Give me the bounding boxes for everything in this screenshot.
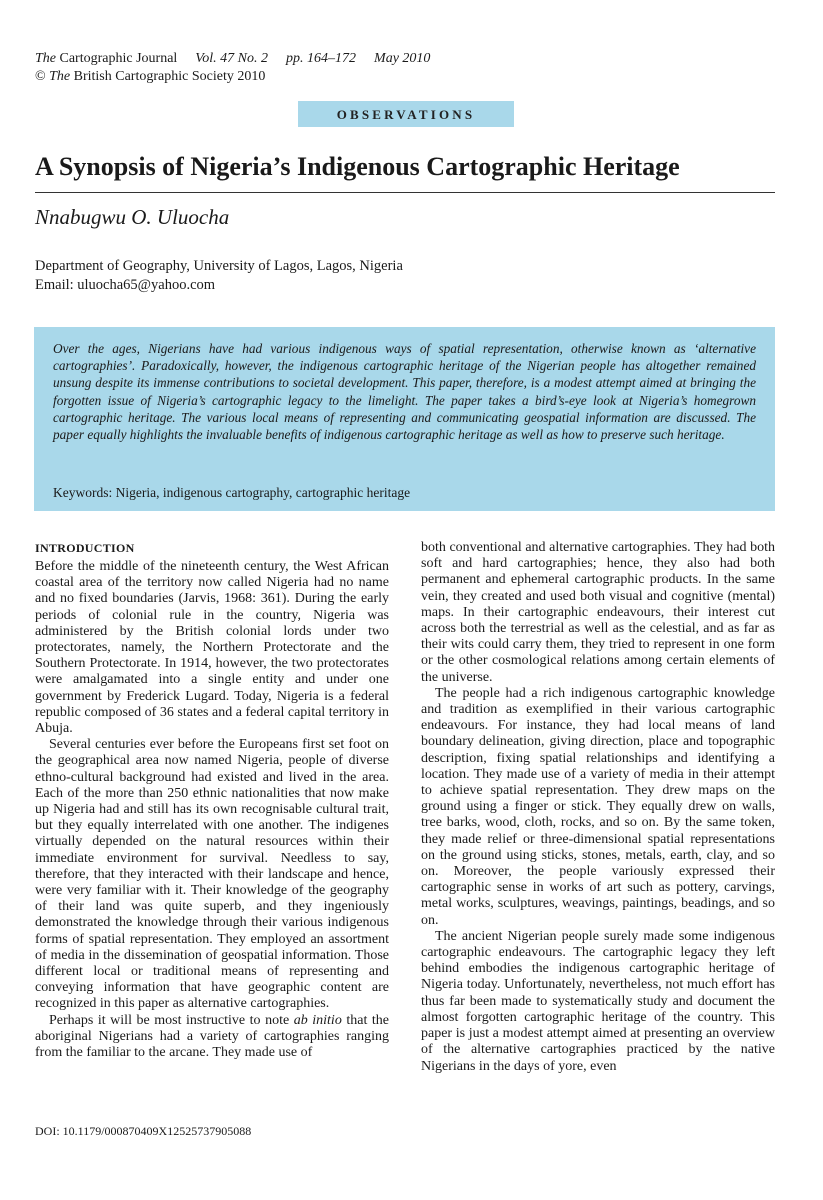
- paragraph-text: Perhaps it will be most instructive to note: [49, 1012, 294, 1028]
- journal-header: [35, 50, 430, 86]
- abstract-text: Over the ages, Nigerians have had various indigenous ways of spatial representation, otherwise known as ‘alternative cartographies’. Paradoxically, however, the indigenous cartographic heritage of the Nigerian people has altogether remained unsung despite its immense contributions to societal development. This paper, therefore, is a modest attempt aimed at bringing the forgotten issue of Nigeria’s cartographic legacy to the limelight. The paper takes a bird’s-eye look at Nigeria’s homegrown cartographic heritage. The various local means of representing and communicating geospatial information are discussed. The paper equally highlights the invaluable benefits of indigenous cartographic heritage as well as how to preserve such heritage.: [53, 341, 756, 443]
- department: Department of Geography, University of Lagos, Lagos, Nigeria: [35, 258, 403, 274]
- copyright-line: [35, 68, 430, 86]
- keywords: Keywords: Nigeria, indigenous cartography, cartographic heritage: [53, 485, 411, 500]
- paragraph: [35, 1013, 389, 1062]
- paragraph: The people had a rich indigenous cartographic knowledge and tradition as exemplified in their various cartographic endeavours. For instance, they had local means of land boundary delineation, giving direction, place and topographic description, fixing spatial relationships and identifying a location. They made use of a variety of media in their attempt to achieve spatial representation. They drew maps on the ground using a finger or stick. They equally drew on walls, tree barks, wood, cloth, rocks, and so on. By the same token, they made relief or three-dimensional spatial representations on the ground using sticks, stones, metals, earth, clay, and so on. Moreover, the people variously expressed their cartographic sense in works of art such as pottery, carvings, metal works, sculptures, weavings, paintings, beadings, and so on.: [421, 685, 775, 928]
- paragraph: Several centuries ever before the Europeans first set foot on the geographical area now named Nigeria, people of diverse ethno-cultural background had existed and lived in the area. Each of the more than 250 ethnic nationalities that now make up Nigeria had and still has its own recognisable cultural trait, but they equally interrelated with one another. The indigenes virtually depended on the natural resources within their immediate environment for survival. Needless to say, therefore, that they interacted with their landscape and hence, were very familiar with it. Their knowledge of the geography of their land was quite superb, and they ingeniously demonstrated the knowledge through their various indigenous forms of spatial representation. They employed an assortment of media in the dissemination of geospatial information. Those different local or traditional means of representing and conveying information that have geographic content are recognized in this paper as alternative cartographies.: [35, 737, 389, 1012]
- abstract-box: [34, 327, 775, 511]
- author-affiliation: [35, 257, 403, 295]
- section-heading: INTRODUCTION: [35, 541, 135, 555]
- author-name: Nnabugwu O. Uluocha: [35, 205, 230, 229]
- email[interactable]: Email: uluocha65@yahoo.com: [35, 277, 216, 293]
- journal-date: May 2010: [374, 51, 431, 66]
- latin-term: ab initio: [293, 1012, 342, 1028]
- copyright-symbol: ©: [35, 69, 50, 84]
- paragraph: Before the middle of the nineteenth century, the West African coastal area of the territory now called Nigeria had no name and no fixed boundaries (Jarvis, 1968: 361). During the early periods of colonial rule in the country, Nigeria was administered by the British colonial lords under two protectorates, namely, the Northern Protectorate and the Southern Protectorate. In 1914, however, the two protectorates were amalgamated into a single entity and under one government by Frederick Lugard. Today, Nigeria is a federal republic composed of 36 states and a federal capital territory in Abuja.: [35, 559, 389, 737]
- journal-volume: Vol. 47 No. 2: [195, 51, 269, 66]
- doi[interactable]: DOI: 10.1179/000870409X12525737905088: [35, 1124, 252, 1138]
- journal-citation-line: [35, 50, 430, 68]
- paragraph: both conventional and alternative cartographies. They had both soft and hard cartographies; hence, they also had both permanent and ephemeral cartographic products. In the same vein, they created and used both visual and cognitive (mental) maps. In their cartographic endeavours, their interest cut across both the terrestrial as well as the celestial, and as far as their wits could carry them, they tried to represent in one form or the other cosmological relations among certain elements of the universe.: [421, 540, 775, 685]
- left-column: [35, 540, 389, 1061]
- paragraph-text: that the aboriginal Nigerians had a variety of cartographies ranging from the familiar to the arcane. They made use of: [35, 1012, 389, 1061]
- copyright-holder: British Cartographic Society 2010: [70, 69, 266, 84]
- journal-the: The: [35, 51, 56, 66]
- journal-name: Cartographic Journal: [56, 51, 178, 66]
- paragraph: The ancient Nigerian people surely made some indigenous cartographic endeavours. The cartographic legacy they left behind embodies the indigenous cartographic heritage of Nigeria today. Unfortunately, nevertheless, not much effort has thus far been made to systematically study and document the almost forgotten cartographic heritage of the country. This paper is just a modest attempt aimed at presenting an overview of the alternative cartographies practiced by the native Nigerians in the days of yore, even: [421, 928, 775, 1074]
- article-title: A Synopsis of Nigeria’s Indigenous Cartographic Heritage: [35, 152, 680, 181]
- title-divider: [35, 192, 775, 193]
- journal-pages: pp. 164–172: [286, 51, 357, 66]
- right-column: [421, 540, 775, 1075]
- section-badge: OBSERVATIONS: [298, 101, 514, 127]
- copyright-the: The: [49, 69, 71, 84]
